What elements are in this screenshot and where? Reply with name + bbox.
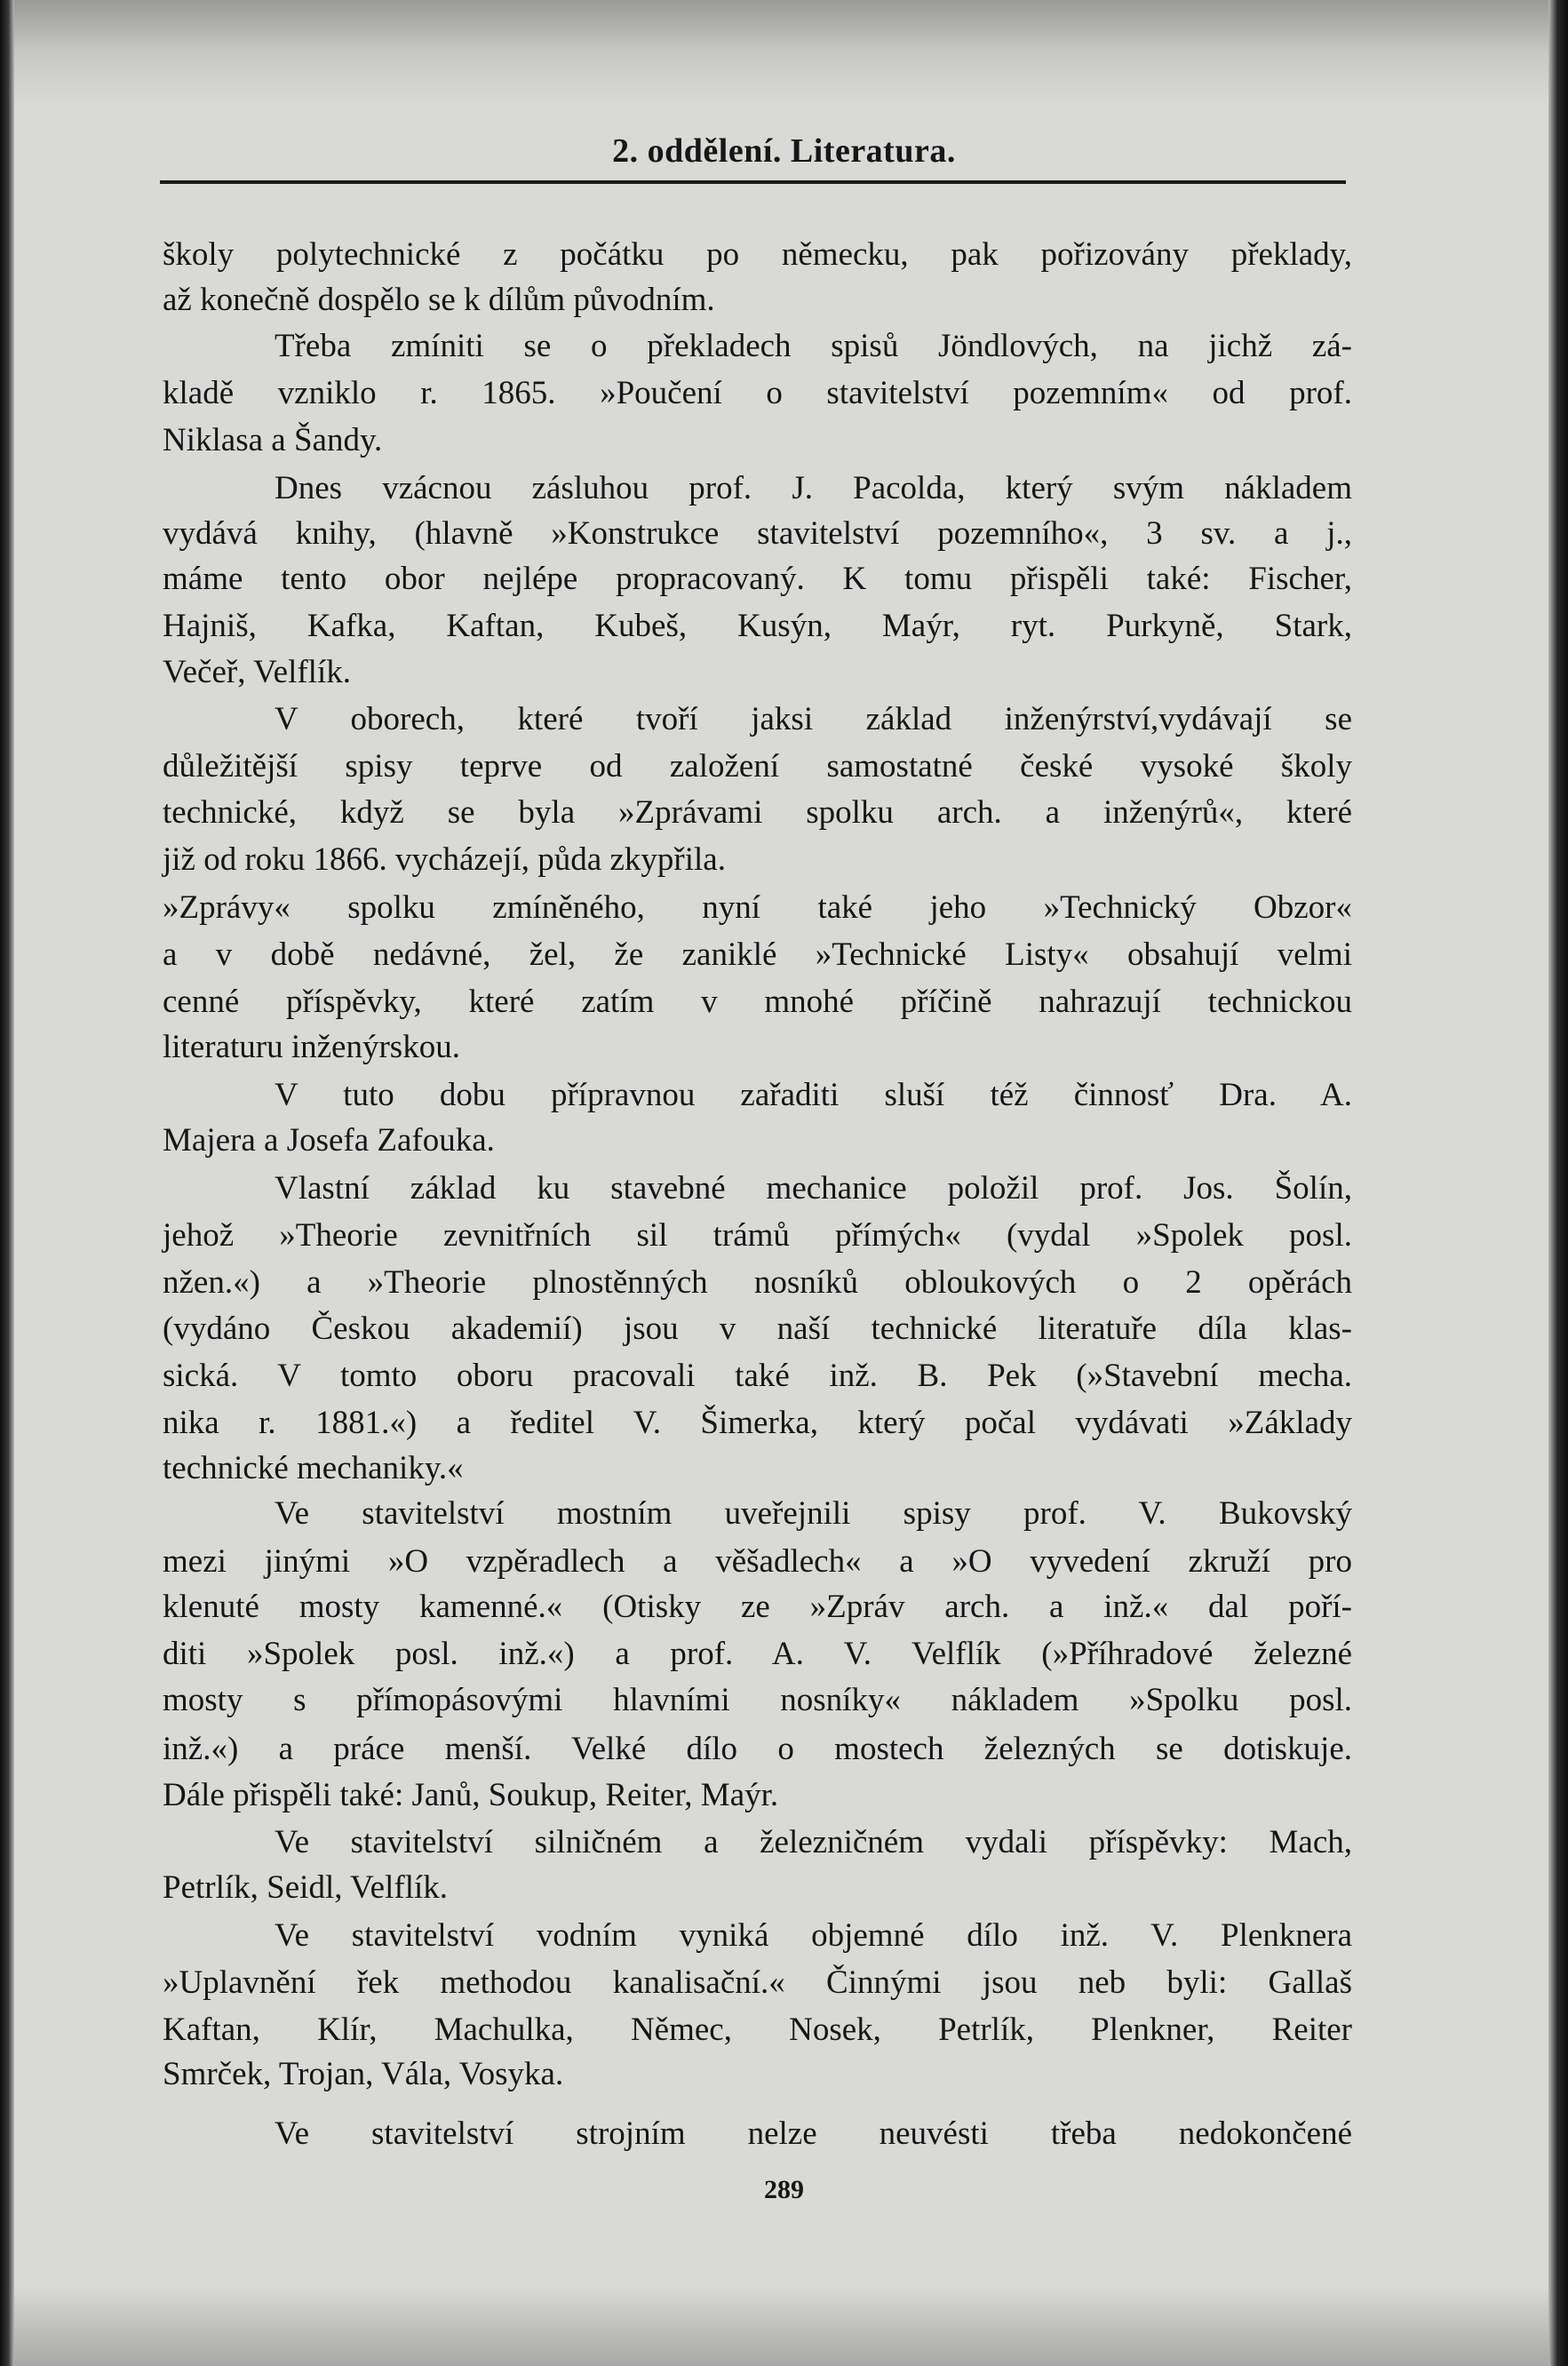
text-line: Smrček, Trojan, Vála, Vosyka.: [163, 2056, 564, 2092]
running-header: 2. oddělení. Literatura.: [612, 132, 956, 170]
text-line: (vydáno Českou akademií) jsou v naší technické literatuře díla klas-: [163, 1310, 1352, 1347]
text-line: již od roku 1866. vycházejí, půda zkypřila.: [163, 841, 726, 878]
text-line: cenné příspěvky, které zatím v mnohé příčině nahrazují technickou: [163, 984, 1352, 1020]
text-line: sická. V tomto oboru pracovali také inž. B. Pek (»Stavební mecha.: [163, 1358, 1352, 1394]
scan-bottom-shadow: [0, 2286, 1568, 2366]
text-line: Ve stavitelství silničném a železničném vydali příspěvky: Mach,: [275, 1824, 1352, 1860]
text-line: Večeř, Velflík.: [163, 654, 351, 690]
text-line: vydává knihy, (hlavně »Konstrukce stavitelství pozemního«, 3 sv. a j.,: [163, 515, 1352, 552]
scan-left-edge: [0, 0, 14, 2366]
text-line: technické mechaniky.«: [163, 1450, 464, 1486]
text-line: Dále přispěli také: Janů, Soukup, Reiter, Maýr.: [163, 1777, 779, 1813]
text-line: až konečně dospělo se k dílům původním.: [163, 282, 715, 318]
text-line: literaturu inženýrskou.: [163, 1029, 460, 1065]
scan-right-edge: [1548, 0, 1568, 2366]
text-line: V oborech, které tvoří jaksi základ inženýrství,vydávají se: [275, 701, 1352, 737]
text-line: Hajniš, Kafka, Kaftan, Kubeš, Kusýn, Maýr, ryt. Purkyně, Stark,: [163, 608, 1352, 644]
text-line: Niklasa a Šandy.: [163, 422, 383, 458]
text-line: Ve stavitelství vodním vyniká objemné dílo inž. V. Plenknera: [275, 1917, 1352, 1954]
text-line: »Uplavnění řek methodou kanalisační.« Činnými jsou neb byli: Gallaš: [163, 1964, 1352, 2001]
text-line: Vlastní základ ku stavebné mechanice položil prof. Jos. Šolín,: [275, 1170, 1352, 1207]
text-line: máme tento obor nejlépe propracovaný. K tomu přispěli také: Fischer,: [163, 561, 1352, 597]
text-line: nžen.«) a »Theorie plnostěnných nosníků obloukových o 2 opěrách: [163, 1264, 1352, 1301]
text-line: Petrlík, Seidl, Velflík.: [163, 1869, 449, 1906]
text-line: jehož »Theorie zevnitřních sil trámů přímých« (vydal »Spolek posl.: [163, 1217, 1352, 1254]
text-line: školy polytechnické z počátku po německu, pak pořizovány překlady,: [163, 236, 1352, 273]
text-line: mosty s přímopásovými hlavními nosníky« nákladem »Spolku posl.: [163, 1682, 1352, 1718]
scan-top-shadow: [0, 0, 1568, 107]
text-line: Kaftan, Klír, Machulka, Němec, Nosek, Petrlík, Plenkner, Reiter: [163, 2011, 1352, 2048]
text-line: Třeba zmíniti se o překladech spisů Jöndlových, na jichž zá-: [275, 328, 1352, 364]
text-line: nika r. 1881.«) a ředitel V. Šimerka, který počal vydávati »Základy: [163, 1405, 1352, 1441]
text-line: Majera a Josefa Zafouka.: [163, 1122, 495, 1159]
text-line: V tuto dobu přípravnou zařaditi sluší též činnosť Dra. A.: [275, 1077, 1352, 1113]
text-line: mezi jinými »O vzpěradlech a věšadlech« a »O vyvedení zkruží pro: [163, 1543, 1352, 1580]
text-line: diti »Spolek posl. inž.«) a prof. A. V. Velflík (»Příhradové železné: [163, 1636, 1352, 1672]
text-line: Ve stavitelství mostním uveřejnili spisy prof. V. Bukovský: [275, 1495, 1352, 1532]
page-number: 289: [764, 2175, 804, 2204]
text-line: klenuté mosty kamenné.« (Otisky ze »Zpráv arch. a inž.« dal poří-: [163, 1589, 1352, 1625]
text-line: technické, když se byla »Zprávami spolku arch. a inženýrů«, které: [163, 794, 1352, 831]
text-line: kladě vzniklo r. 1865. »Poučení o stavitelství pozemním« od prof.: [163, 375, 1352, 411]
text-line: Dnes vzácnou zásluhou prof. J. Pacolda, který svým nákladem: [275, 470, 1352, 506]
text-line: důležitější spisy teprve od založení samostatné české vysoké školy: [163, 748, 1352, 785]
text-line: Ve stavitelství strojním nelze neuvésti třeba nedokončené: [275, 2115, 1352, 2152]
text-line: inž.«) a práce menší. Velké dílo o mostech železných se dotiskuje.: [163, 1731, 1352, 1767]
text-line: »Zprávy« spolku zmíněného, nyní také jeho »Technický Obzor«: [163, 889, 1352, 926]
header-rule: [160, 180, 1346, 184]
text-line: a v době nedávné, žel, že zaniklé »Technické Listy« obsahují velmi: [163, 936, 1352, 973]
